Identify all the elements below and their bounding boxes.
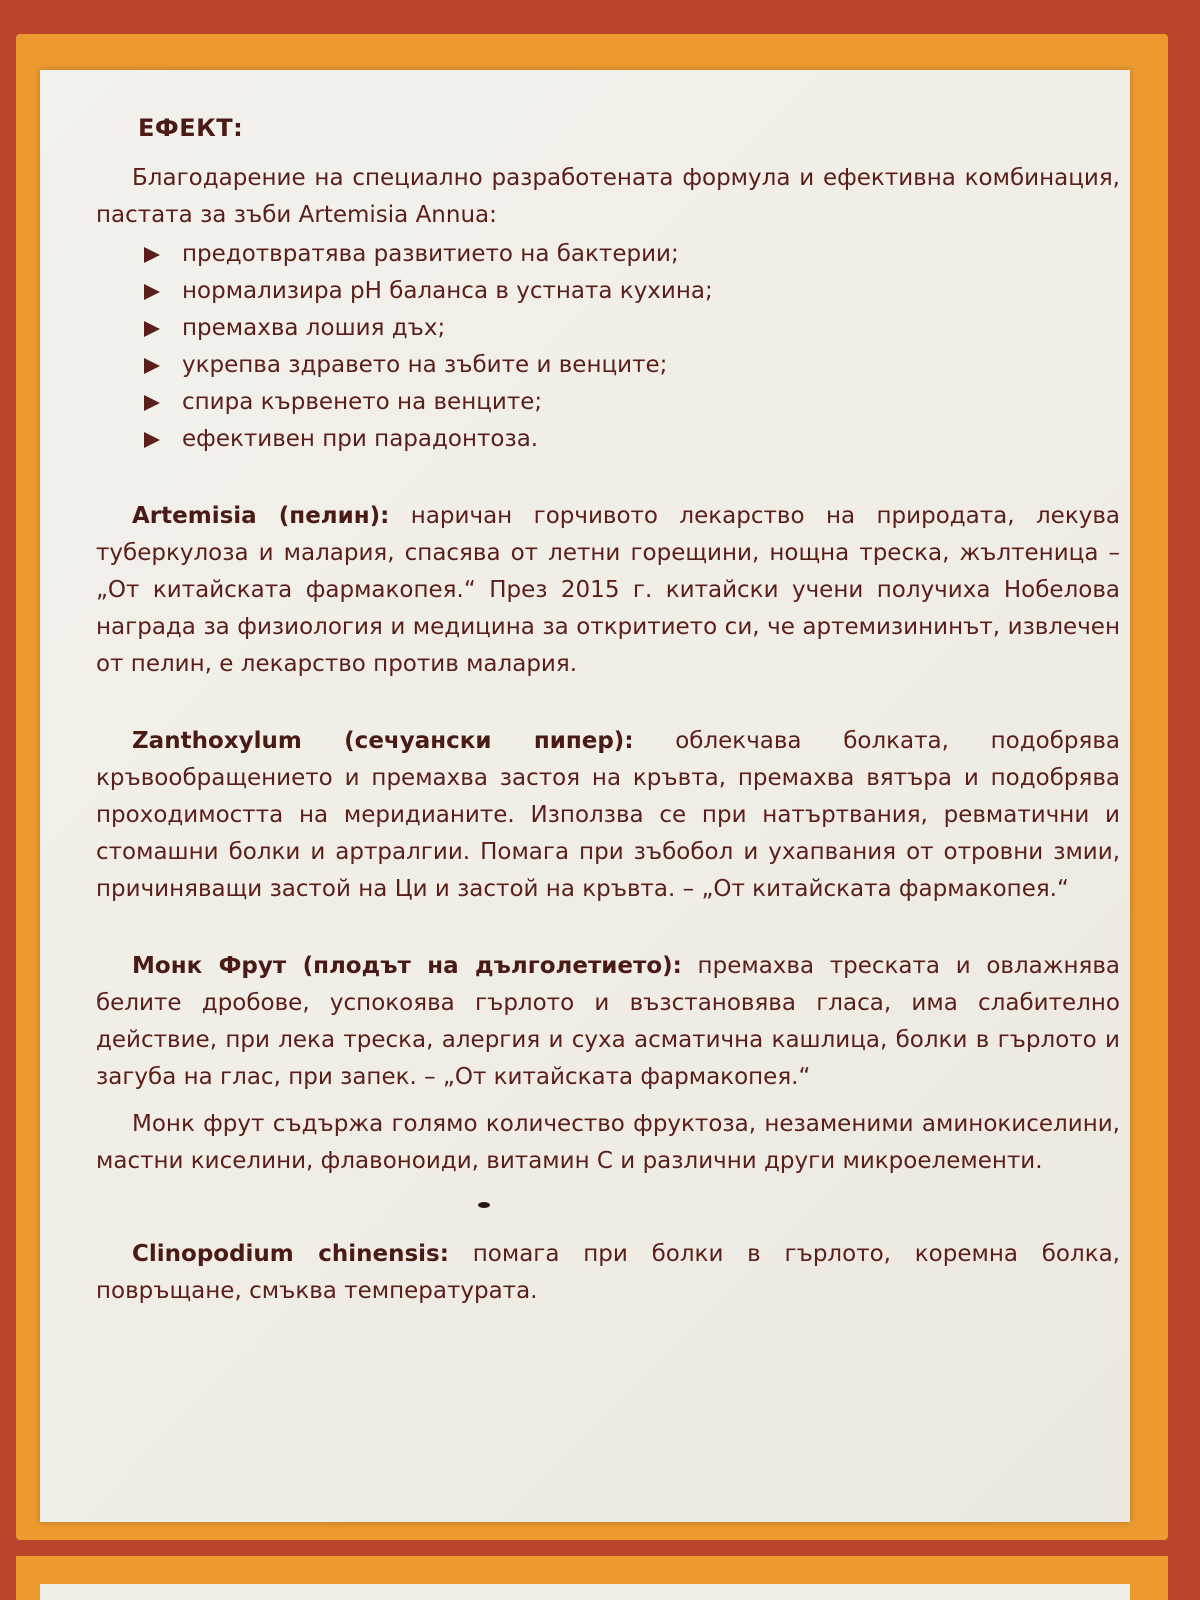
- monk-fruit-extra-paragraph: Монк фрут съдържа голямо количество фруктоза, незаменими аминокиселини, мастни киселини, флавоноиди, витамин С и различни други микроелементи.: [96, 1111, 1120, 1174]
- effect-text: предотвратява развитието на бактерии;: [182, 241, 679, 267]
- monk-fruit-term: Монк Фрут (плодът на дълголетието):: [132, 953, 682, 979]
- effects-list: [96, 236, 1120, 458]
- zanthoxylum-term: Zanthoxylum (сечуански пипер):: [132, 728, 634, 754]
- effect-heading: ЕФЕКТ:: [138, 114, 244, 142]
- artemisia-paragraph: [96, 498, 1120, 683]
- effect-text: укрепва здравето на зъбите и венците;: [182, 352, 668, 378]
- effect-text: спира кървенето на венците;: [182, 389, 543, 415]
- arrow-bullet-icon: [144, 247, 160, 263]
- next-page-edge: [40, 1584, 1130, 1600]
- artemisia-term: Artemisia (пелин):: [132, 503, 390, 529]
- arrow-bullet-icon: [144, 321, 160, 337]
- arrow-bullet-icon: [144, 432, 160, 448]
- effect-item: [144, 310, 1120, 347]
- artemisia-text: наричан горчивото лекарство на природата, лекува туберкулоза и малария, спасява от летни горещини, нощна треска, жълтеница – „От китайската фармакопея.“ През 2015 г. китайски учени получиха Нобелова награда за физиология и медицина за откритието си, че артемизининът, извлечен от пелин, е лекарство против малария.: [96, 503, 1120, 677]
- effect-text: премахва лошия дъх;: [182, 315, 446, 341]
- zanthoxylum-paragraph: [96, 723, 1120, 908]
- effect-text: ефективен при парадонтоза.: [182, 426, 539, 452]
- artemisia-section: [96, 498, 1120, 683]
- arrow-bullet-icon: [144, 284, 160, 300]
- effect-item: [144, 347, 1120, 384]
- arrow-bullet-icon: [144, 358, 160, 374]
- intro-paragraph: Благодарение на специално разработената формула и ефективна комбинация, пастата за зъби Artemisia Annua:: [96, 165, 1120, 228]
- monk-fruit-section: [96, 948, 1120, 1096]
- arrow-bullet-icon: [144, 395, 160, 411]
- clinopodium-term: Clinopodium chinensis:: [132, 1241, 449, 1267]
- decorative-dot: [478, 1202, 490, 1208]
- leaflet-content: [96, 114, 1120, 1310]
- effect-item: [144, 384, 1120, 421]
- effect-item: [144, 236, 1120, 273]
- monk-fruit-paragraph: [96, 948, 1120, 1096]
- clinopodium-section: [96, 1236, 1120, 1310]
- effect-item: [144, 421, 1120, 458]
- effect-item: [144, 273, 1120, 310]
- monk-fruit-extra-section: [96, 1106, 1120, 1180]
- leaflet-page: [40, 70, 1130, 1522]
- clinopodium-paragraph: [96, 1236, 1120, 1310]
- zanthoxylum-text: облекчава болката, подобрява кръвообращението и премахва застоя на кръвта, премахва вятъра и подобрява проходимостта на меридианите. Използва се при натъртвания, ревматични и стомашни болки и артралгии. Помага при зъбобол и ухапвания от отровни змии, причиняващи застой на Ци и застой на кръвта. – „От китайската фармакопея.“: [96, 728, 1120, 902]
- effect-text: нормализира pH баланса в устната кухина;: [182, 278, 713, 304]
- zanthoxylum-section: [96, 723, 1120, 908]
- clinopodium-text: помага при болки в гърлото, коремна болка, повръщане, смъква температурата.: [96, 1241, 1120, 1304]
- monk-fruit-text: премахва треската и овлажнява белите дробове, успокоява гърлото и възстановява гласа, има слабително действие, при лека треска, алергия и суха асматична кашлица, болки в гърлото и загуба на глас, при запек. – „От китайската фармакопея.“: [96, 953, 1121, 1090]
